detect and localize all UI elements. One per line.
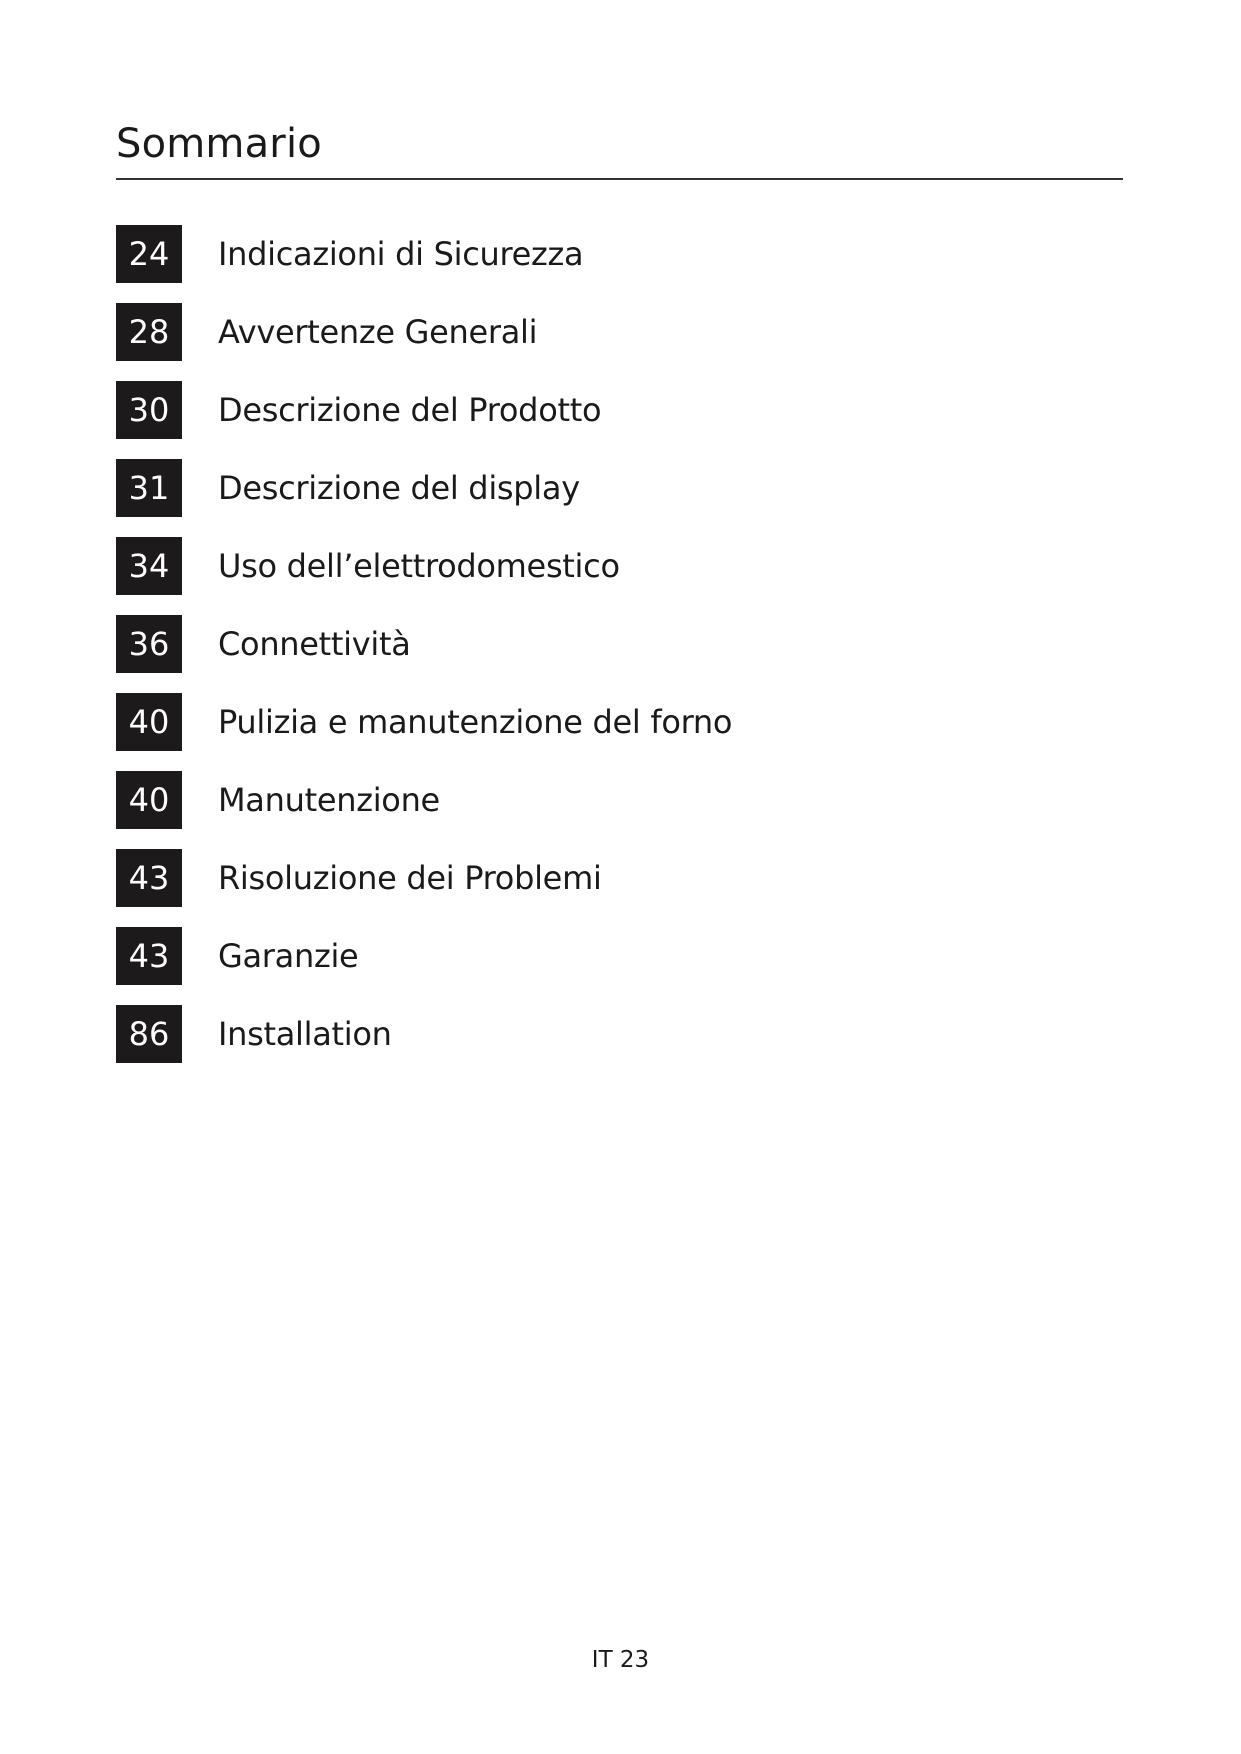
table-of-contents: [116, 225, 732, 1083]
toc-entry-label: Connettività: [218, 625, 411, 663]
page-number-badge: 28: [116, 303, 182, 361]
page-number-badge: 31: [116, 459, 182, 517]
toc-entry[interactable]: [116, 1005, 732, 1063]
page-number-badge: 43: [116, 849, 182, 907]
page-title: Sommario: [116, 121, 322, 167]
page-number-badge: 24: [116, 225, 182, 283]
page-number-badge: 36: [116, 615, 182, 673]
title-divider: [116, 178, 1123, 180]
toc-entry[interactable]: [116, 459, 732, 517]
page-footer: IT 23: [591, 1647, 650, 1673]
toc-entry-label: Descrizione del Prodotto: [218, 391, 602, 429]
toc-entry-label: Uso dell’elettrodomestico: [218, 547, 620, 585]
page-number-badge: 43: [116, 927, 182, 985]
page-number-badge: 30: [116, 381, 182, 439]
toc-entry[interactable]: [116, 225, 732, 283]
page-number-badge: 34: [116, 537, 182, 595]
toc-entry[interactable]: [116, 381, 732, 439]
toc-entry[interactable]: [116, 771, 732, 829]
toc-entry-label: Risoluzione dei Problemi: [218, 859, 602, 897]
toc-entry[interactable]: [116, 303, 732, 361]
page-number-badge: 86: [116, 1005, 182, 1063]
toc-entry-label: Indicazioni di Sicurezza: [218, 235, 584, 273]
page-number-badge: 40: [116, 771, 182, 829]
toc-entry-label: Installation: [218, 1015, 392, 1053]
toc-entry-label: Manutenzione: [218, 781, 440, 819]
toc-entry-label: Descrizione del display: [218, 469, 580, 507]
toc-entry[interactable]: [116, 615, 732, 673]
toc-entry[interactable]: [116, 927, 732, 985]
toc-entry[interactable]: [116, 849, 732, 907]
page-number-badge: 40: [116, 693, 182, 751]
toc-entry-label: Avvertenze Generali: [218, 313, 538, 351]
toc-entry-label: Garanzie: [218, 937, 359, 975]
toc-entry[interactable]: [116, 537, 732, 595]
toc-entry[interactable]: [116, 693, 732, 751]
toc-entry-label: Pulizia e manutenzione del forno: [218, 703, 733, 741]
